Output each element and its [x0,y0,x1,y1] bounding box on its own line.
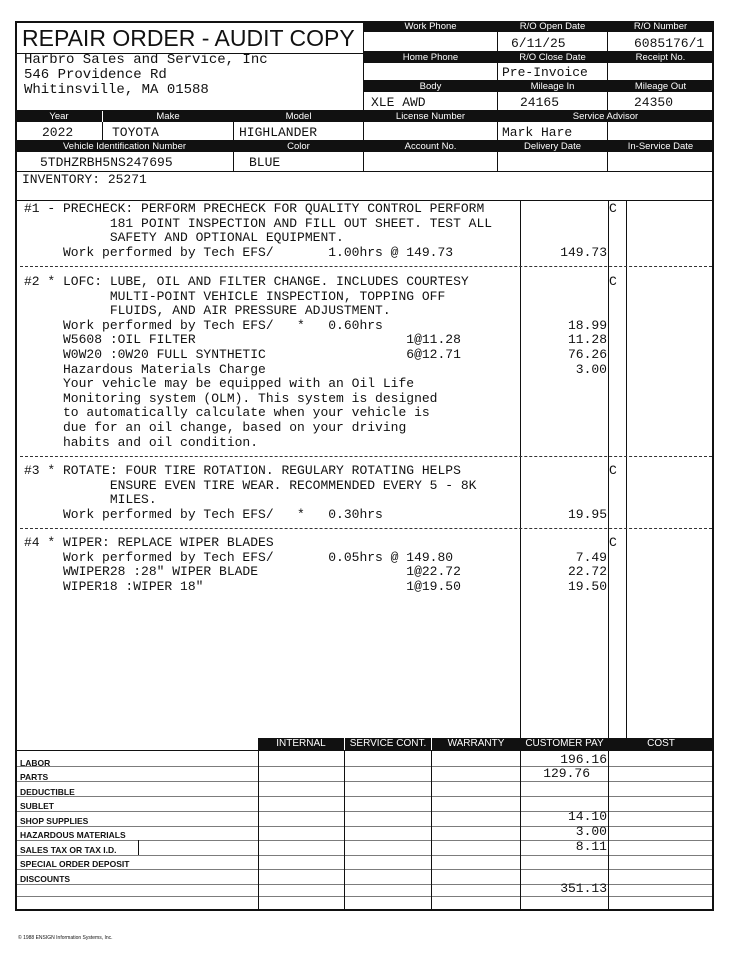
service-advisor-value: Mark Hare [502,125,573,140]
summary-row-rule [15,781,713,782]
labor-customer-pay: 196.16 [560,752,607,767]
summary-row-label: HAZARDOUS MATERIALS [20,830,126,840]
ro-number-label: R/O Number [608,21,713,32]
line-amount: 19.50 [567,578,607,594]
line-amount: 11.28 [567,332,607,348]
line-amount: 3.00 [575,361,607,377]
summary-column-line [258,750,259,910]
summary-row-label: DEDUCTIBLE [20,787,75,797]
summary-row-label: SALES TAX OR TAX I.D. [20,845,117,855]
job-line: SAFETY AND OPTIONAL EQUIPMENT. [24,230,344,246]
internal-column-header: INTERNAL [258,738,344,750]
summary-row-rule [15,826,713,827]
line-amount: 149.73 [560,244,607,260]
job-line: W5608 :OIL FILTER 1@11.28 [24,332,461,348]
job-line: ENSURE EVEN TIRE WEAR. RECOMMENDED EVERY 5 - 8K [24,477,477,493]
summary-row-rule [15,896,713,897]
job-line: #3 * ROTATE: FOUR TIRE ROTATION. REGULARY ROTATING HELPS [24,463,461,478]
account-no-label: Account No. [364,141,497,152]
delivery-date-label: Delivery Date [498,141,607,152]
color-value: BLUE [249,155,281,170]
job-line: WIPER18 :WIPER 18" 1@19.50 [24,578,461,594]
job-line: Work performed by Tech EFS/ * 0.30hrs [24,506,383,522]
job-line: 181 POINT INSPECTION AND FILL OUT SHEET. TEST ALL [24,215,493,231]
border-bottom [15,909,714,911]
make-value: TOYOTA [112,125,159,140]
in-service-date-label: In-Service Date [608,141,713,152]
line-amount: 22.72 [567,564,607,580]
sales-tax-customer-pay: 8.11 [575,839,607,854]
line-amount: 7.49 [575,549,607,565]
summary-row-label: PARTS [20,772,49,782]
job-separator [20,456,712,457]
ro-number-value: 6085176/1 [634,36,705,51]
model-label: Model [234,111,363,122]
summary-row-label: SUBLET [20,801,54,811]
vin-value: 5TDHZRBH5NS247695 [40,155,173,170]
job-line: Monitoring system (OLM). This system is designed [24,390,438,406]
mileage-out-value: 24350 [634,95,674,110]
vin-label: Vehicle Identification Number [16,141,233,152]
job-line: FLUIDS, AND AIR PRESSURE ADJUSTMENT. [24,303,391,319]
year-label: Year [16,111,102,122]
summary-column-line [344,750,345,910]
copyright-footer: © 1988 ENSIGN Information Systems, Inc. [18,935,113,941]
customer-pay-column-header: CUSTOMER PAY [521,738,608,750]
job-pay-code: C [609,201,617,216]
header-divider [102,122,103,141]
summary-top-rule [15,750,713,751]
tax-id-box-line [138,840,139,855]
cost-column-header: COST [609,738,713,750]
summary-row-rule [15,811,713,812]
body-label: Body [364,81,497,92]
job-line: Work performed by Tech EFS/ 1.00hrs @ 149.73 [24,244,454,260]
job-line: WWIPER28 :28" WIPER BLADE 1@22.72 [24,564,461,580]
border-right [712,21,714,910]
ro-open-date-value: 6/11/25 [511,36,566,51]
job-pay-code: C [609,463,617,478]
job-line: W0W20 :0W20 FULL SYNTHETIC 6@12.71 [24,347,461,362]
summary-row-rule [15,766,713,767]
year-value: 2022 [42,125,74,140]
amount-column-line [520,200,521,910]
dealer-street: 546 Providence Rd [24,67,167,83]
job-separator [20,528,712,529]
page-title: REPAIR ORDER - AUDIT COPY [22,25,355,51]
mileage-in-value: 24165 [520,95,560,110]
total-customer-pay: 351.13 [560,881,607,896]
color-label: Color [234,141,363,152]
dealer-city: Whitinsville, MA 01588 [24,82,209,98]
job-line: habits and oil condition. [24,434,259,450]
service-contract-column-header: SERVICE CONT. [345,738,431,750]
line-amount: 18.99 [567,317,607,333]
job-line: MULTI-POINT VEHICLE INSPECTION, TOPPING OFF [24,288,446,304]
ro-open-date-label: R/O Open Date [498,21,607,32]
job-line: to automatically calculate when your vehicle is [24,405,430,421]
service-advisor-label: Service Advisor [498,111,713,122]
shop-supplies-customer-pay: 14.10 [567,809,607,824]
summary-row-rule [15,840,713,841]
summary-row-label: LABOR [20,758,51,768]
job-line: due for an oil change, based on your driving [24,420,407,435]
summary-row-rule [15,869,713,870]
make-label: Make [103,111,233,122]
work-phone-label: Work Phone [364,21,497,32]
summary-row-rule [15,884,713,885]
job-line: Work performed by Tech EFS/ * 0.60hrs [24,317,383,333]
summary-row-label: SPECIAL ORDER DEPOSIT [20,859,130,869]
summary-row-rule [15,855,713,856]
job-line: #4 * WIPER: REPLACE WIPER BLADES [24,535,274,550]
job-pay-code: C [609,274,617,289]
summary-row-label: DISCOUNTS [20,874,71,884]
summary-column-line [431,750,432,910]
hazardous-materials-customer-pay: 3.00 [575,824,607,839]
ro-close-date-value: Pre-Invoice [502,65,588,80]
job-pay-code: C [609,535,617,550]
receipt-no-label: Receipt No. [608,52,713,63]
job-line: Work performed by Tech EFS/ 0.05hrs @ 149.80 [24,549,454,565]
body-value: XLE AWD [371,95,426,110]
line-amount: 19.95 [567,506,607,522]
inventory-value: INVENTORY: 25271 [22,172,147,187]
job-line: Your vehicle may be equipped with an Oil Life [24,376,415,392]
mileage-out-label: Mileage Out [608,81,713,92]
job-line: #1 - PRECHECK: PERFORM PRECHECK FOR QUALITY CONTROL PERFORM [24,201,485,216]
job-line: #2 * LOFC: LUBE, OIL AND FILTER CHANGE. INCLUDES COURTESY [24,274,469,289]
summary-row-label: SHOP SUPPLIES [20,816,89,826]
warranty-column-header: WARRANTY [432,738,520,750]
license-number-label: License Number [364,111,497,122]
ro-close-date-label: R/O Close Date [498,52,607,63]
model-value: HIGHLANDER [239,125,318,140]
job-separator [20,266,712,267]
job-line: Hazardous Materials Charge [24,361,266,377]
mileage-in-label: Mileage In [498,81,607,92]
job-line: MILES. [24,492,157,508]
parts-customer-pay: 129.76 [543,766,590,781]
line-amount: 76.26 [567,347,607,362]
code-column-line [608,200,609,910]
summary-row-rule [15,796,713,797]
home-phone-label: Home Phone [364,52,497,63]
dealer-name: Harbro Sales and Service, Inc [24,52,268,68]
border-left [15,21,17,910]
code-column-line [626,200,627,738]
